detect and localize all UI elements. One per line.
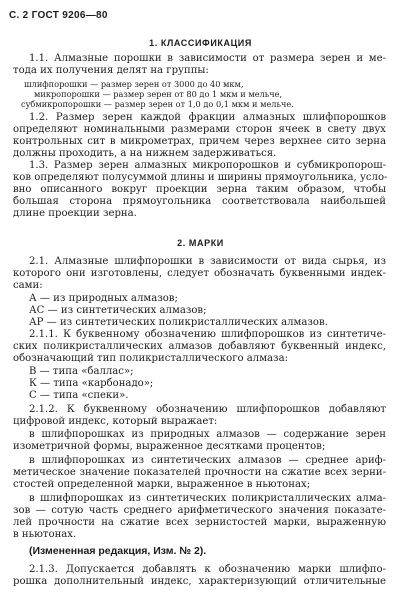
- list-item: АР — из синтетических поликристаллических алмазов.: [29, 317, 328, 328]
- list-item: микропорошки — размер зерен от 80 до 1 мкм и мельче,: [34, 89, 283, 99]
- text-line: в шлифпорошках из синтетических поликристаллических алма-: [29, 493, 386, 504]
- text-line: лей прочности на сжатие всех зернистостей марки, выраженную: [13, 517, 386, 528]
- text-line: длине проекции зерна.: [13, 208, 137, 219]
- text-line: сами:: [13, 280, 43, 291]
- text-line: 1.2. Размер зерен каждой фракции алмазных шлифпорошков: [29, 112, 386, 123]
- text-line: ков определяют полусуммой длины и ширины прямоугольника, усло-: [13, 172, 388, 183]
- page-header: С. 2 ГОСТ 9206—80: [9, 10, 108, 21]
- text-line: ских поликристаллических алмазов добавляют буквенный индекс,: [13, 341, 386, 352]
- text-line: стостей определенной марки, выраженное в ньютонах;: [13, 479, 311, 490]
- text-line: в шлифпорошках из природных алмазов — содержание зерен: [29, 429, 386, 440]
- text-line: 2.1. Алмазные шлифпорошки в зависимости от вида сырья, из: [29, 256, 386, 267]
- text-line: должны проходить, а на нижнем задерживаться.: [13, 148, 277, 159]
- text-line: обозначающий тип поликристаллического алмаза:: [13, 353, 288, 364]
- list-item: АС — из синтетических алмазов;: [29, 305, 207, 316]
- text-line: в шлифпорошках из синтетических алмазов — среднее ариф-: [29, 455, 386, 466]
- text-line: изометричной формы, выраженное десятками процентов;: [13, 441, 326, 452]
- text-line: большая сторона прямоугольника соответствовала наибольшей: [13, 196, 386, 207]
- text-line: в ньютонах.: [13, 529, 77, 540]
- text-line: контрольных сит в микрометрах, причем через верхнее сито зерна: [13, 136, 386, 147]
- section-2-title: 2. МАРКИ: [177, 238, 224, 248]
- text-line: которого они изготовлены, следует обозначать буквенными индек-: [13, 268, 386, 279]
- text-line: 1.1. Алмазные порошки в зависимости от размера зерен и ме-: [29, 53, 386, 64]
- list-item: А — из природных алмазов;: [29, 293, 178, 304]
- revision-note: (Измененная редакция, Изм. № 2).: [29, 545, 207, 557]
- section-1-title: 1. КЛАССИФИКАЦИЯ: [149, 38, 252, 48]
- text-line: определяют номинальными размерами сторон ячеек в свету двух: [13, 124, 386, 135]
- text-line: 2.1.2. К буквенному обозначению шлифпорошков добавляют: [29, 404, 386, 415]
- text-line: рошка дополнительный индекс, характеризующий отличительные: [13, 576, 386, 587]
- list-item: С — типа «спеки».: [29, 390, 129, 401]
- list-item: К — типа «карбонадо»;: [29, 378, 154, 389]
- list-item: В — типа «баллас»;: [29, 366, 134, 377]
- text-line: 1.3. Размер зерен алмазных микропорошков и субмикропорош-: [29, 160, 386, 171]
- text-line: метическое значение показателей прочности на сжатие всех зерни-: [13, 467, 386, 478]
- text-line: 2.1.3. Допускается добавлять к обозначению марки шлифпо-: [29, 564, 386, 575]
- text-line: вно описанного вокруг проекции зерна таким образом, чтобы: [13, 184, 386, 195]
- list-item: субмикропорошки — размер зерен от 1,0 до 0,1 мкм и мельче.: [21, 99, 294, 109]
- text-line: цифровой индекс, который выражает:: [13, 416, 218, 427]
- text-line: зов — сотую часть среднего арифметического значения показате-: [13, 505, 386, 516]
- list-item: шлифпорошки — размер зерен от 3000 до 40 мкм,: [24, 79, 244, 89]
- text-line: тода их получения делят на группы:: [13, 65, 209, 76]
- text-line: 2.1.1. К буквенному обозначению шлифпорошков из синтетиче-: [29, 329, 386, 340]
